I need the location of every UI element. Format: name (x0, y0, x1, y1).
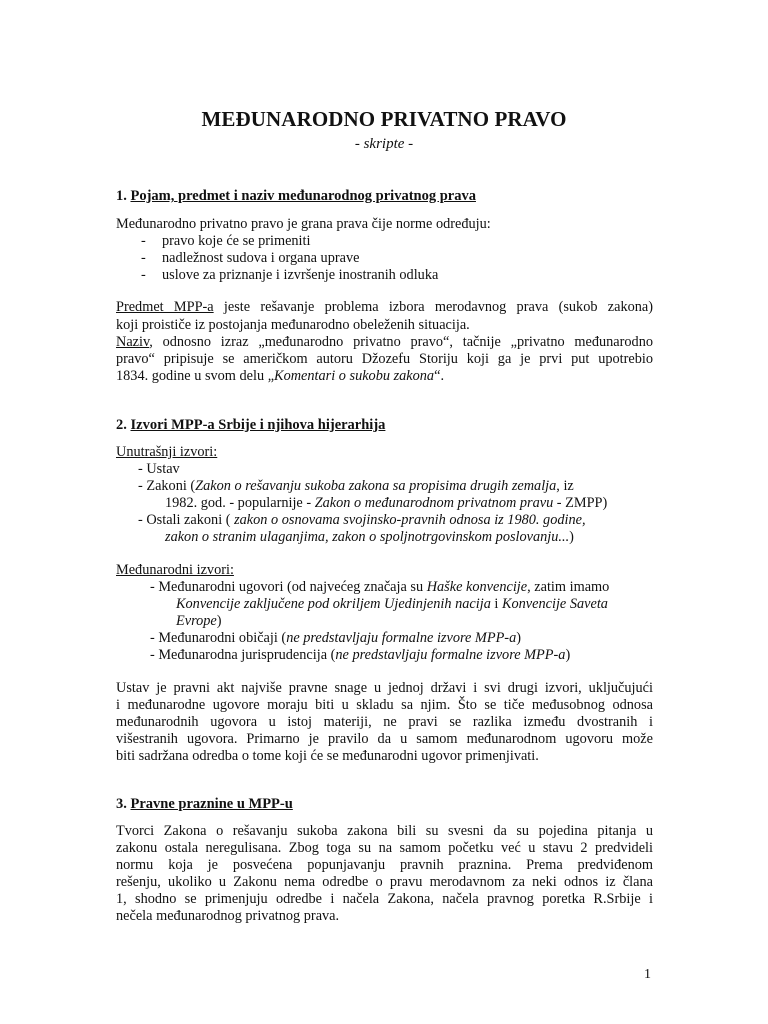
domestic-item-ostali-cont (165, 529, 574, 546)
item-text: - Međunarodna jurisprudencija ( (150, 647, 336, 663)
item-italic: Zakon o rešavanju sukoba zakona sa propisima drugih zemalja (195, 478, 557, 494)
item-text: i (490, 596, 502, 612)
section-1-title: Pojam, predmet i naziv međunarodnog privatnog prava (130, 188, 476, 204)
item-italic: ne predstavljaju formalne izvore MPP-a (286, 630, 517, 646)
naziv-line-3 (116, 368, 444, 385)
bullet-dash: - (141, 233, 146, 249)
naziv-label: Naziv (116, 334, 150, 350)
section-3-paragraph-line: Tvorci Zakona o rešavanju sukoba zakona bili su svesni da su pojedina pitanja u (116, 823, 653, 839)
item-italic: ne predstavljaju formalne izvore MPP-a (335, 647, 566, 663)
item-italic: zakon o osnovama svojinsko-pravnih odnosa iz 1980. godine, (234, 512, 586, 528)
bullet-dash: - (141, 250, 146, 266)
bullet-item: nadležnost sudova i organa uprave (162, 250, 360, 266)
international-sources-label: Međunarodni izvori: (116, 562, 234, 578)
item-text: 1982. god. - popularnije - (165, 495, 315, 511)
intl-item-jurisprudencija (150, 647, 570, 664)
bullet-dash: - (141, 267, 146, 283)
document-subtitle: - skripte - (354, 136, 414, 152)
intl-item-obicaji (150, 630, 521, 647)
item-text: - Ostali zakoni ( (138, 512, 235, 528)
item-text: ) (565, 647, 571, 663)
predmet-line-2: koji proističe iz postojanja međunarodno obeleženih situacija. (116, 317, 470, 333)
bullet-item: pravo koje će se primeniti (162, 233, 311, 249)
item-italic: Evrope (176, 613, 217, 629)
item-italic: Konvencije Saveta (501, 596, 608, 612)
section-2-paragraph-line: višestranih ugovora. Primarno je pravilo da u samom međunarodnom ugovoru može (116, 731, 653, 747)
item-text: ) (516, 630, 521, 646)
item-text: - Zakoni ( (138, 478, 196, 494)
section-3-paragraph-line: zakonu ostala neregulisana. Zbog toga su na samom početku već u stavu 2 predvideli (116, 840, 653, 856)
naziv-line-2: pravo“ pripisuje se američkom autoru Džozefu Storiju koji ga je prvi put upotrebio (116, 351, 653, 367)
item-italic: Haške konvencije (426, 579, 528, 595)
item-text: ) (216, 613, 222, 629)
domestic-item-ostali (138, 512, 586, 529)
naziv-text: 1834. godine u svom delu „ (116, 368, 275, 384)
section-3-paragraph-line: rešenju, ukoliko u Zakonu nema odredbe o pravu merodavnom za neki odnos iz člana (116, 874, 653, 890)
item-italic: Konvencije zaključene pod okriljem Ujedinjenih nacija (176, 596, 491, 612)
section-2-paragraph-line: i međunarodne ugovore moraju biti u skladu sa njim. Što se tiče međusobnog odnosa (116, 697, 653, 713)
domestic-item-ustav: - Ustav (138, 461, 180, 477)
bullet-item: uslove za priznanje i izvršenje inostranih odluka (162, 267, 439, 283)
intl-item-ugovori (150, 579, 609, 596)
item-italic: zakon o stranim ulaganjima, zakon o spoljnotrgovinskom poslovanju... (165, 529, 570, 545)
domestic-item-zakoni-cont (165, 495, 607, 512)
section-1-intro: Međunarodno privatno pravo je grana prava čije norme određuju: (116, 216, 491, 232)
predmet-label: Predmet MPP-a (116, 299, 214, 315)
item-text: - Međunarodni običaji ( (150, 630, 287, 646)
naziv-text: , odnosno izraz „međunarodno privatno pravo“, tačnije „privatno međunarodno (149, 334, 653, 350)
section-3-number: 3. (116, 796, 127, 812)
section-2-number: 2. (116, 417, 127, 433)
naziv-book-title: Komentari o sukobu zakona (274, 368, 435, 384)
domestic-item-zakoni (138, 478, 653, 495)
section-1-number: 1. (116, 188, 127, 204)
section-3-title: Pravne praznine u MPP-u (130, 796, 293, 812)
section-3-paragraph-line: nečela međunarodnog privatnog prava. (116, 908, 340, 924)
intl-item-ugovori-cont (176, 596, 608, 613)
section-2-paragraph-line: Ustav je pravni akt najviše pravne snage u jednoj državi i svi drugi izvori, uključujući (116, 680, 653, 696)
predmet-text: jeste rešavanje problema izbora merodavnog prava (sukob zakona) (213, 299, 653, 315)
section-2-title: Izvori MPP-a Srbije i njihova hijerarhija (130, 417, 386, 433)
domestic-sources-label: Unutrašnji izvori: (116, 444, 218, 460)
section-2-heading (116, 417, 385, 434)
section-3-heading (116, 796, 293, 813)
item-italic: Zakon o međunarodnom privatnom pravu (314, 495, 554, 511)
item-text: , iz (556, 478, 574, 494)
section-2-paragraph-line: biti sadržana odredba o tome koji će se međunarodni ugovor primenjivati. (116, 748, 539, 764)
document-title: MEĐUNARODNO PRIVATNO PRAVO (201, 107, 567, 131)
section-3-paragraph-line: 1, shodno se primenjuju odredbe i načela Zakona, načela pravnog poretka R.Srbije i (116, 891, 653, 907)
item-text: ) (569, 529, 574, 545)
intl-item-ugovori-cont-2 (176, 613, 222, 630)
section-1-heading (116, 188, 476, 205)
naziv-text: “. (434, 368, 445, 384)
section-2-paragraph-line: međunarodnih ugovora u istoj materiji, ne pravi se razlika između dvostranih i (116, 714, 653, 730)
item-text: - Međunarodni ugovori (od najvećeg značaja su (150, 579, 427, 595)
page-number: 1 (644, 967, 651, 982)
item-text: - ZMPP) (553, 495, 608, 511)
section-3-paragraph-line: normu koja je posvećena popunjavanju pravnih praznina. Prema predviđenom (116, 857, 653, 873)
item-text: , zatim imamo (527, 579, 610, 595)
